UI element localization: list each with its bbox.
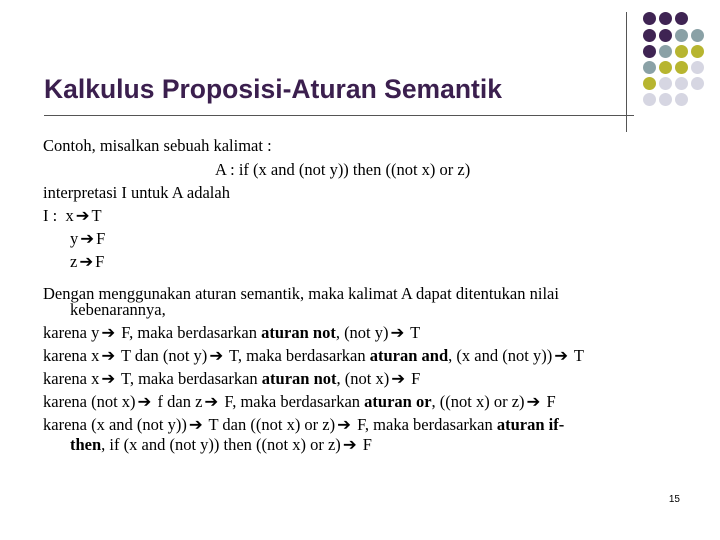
decor-dot — [691, 45, 704, 58]
step-result: F — [542, 392, 556, 411]
right-arrow-icon: ➔ — [80, 229, 95, 248]
interp-prefix: I : — [43, 206, 58, 225]
decor-dot — [691, 61, 704, 74]
step-text: T dan ((not x) or z) — [204, 415, 336, 434]
step-text: , (not x) — [336, 369, 390, 388]
step-text: karena y — [43, 323, 100, 342]
right-arrow-icon: ➔ — [209, 346, 224, 365]
rule-name: then — [70, 435, 102, 454]
decor-dot — [659, 29, 672, 42]
interp-line-y — [70, 229, 105, 249]
step-text: karena x — [43, 346, 100, 365]
right-arrow-icon: ➔ — [101, 346, 116, 365]
right-arrow-icon: ➔ — [101, 323, 116, 342]
step-result: F — [407, 369, 421, 388]
decor-dot — [659, 77, 672, 90]
decor-dot — [675, 29, 688, 42]
step-result: T — [570, 346, 584, 365]
step-text: , (not y) — [335, 323, 389, 342]
decor-dot — [675, 45, 688, 58]
decor-dot — [643, 12, 656, 25]
decor-dot — [643, 45, 656, 58]
interp-line-z — [70, 252, 104, 272]
step-text: T, maka berdasarkan — [225, 346, 370, 365]
decor-dot — [675, 61, 688, 74]
interp-y-var: y — [70, 229, 79, 248]
right-arrow-icon: ➔ — [137, 392, 152, 411]
decor-dot — [659, 93, 672, 106]
step-text: F, maka berdasarkan — [220, 392, 365, 411]
step-text: , ((not x) or z) — [431, 392, 525, 411]
rule-name: aturan and — [369, 346, 449, 365]
step-result: T — [406, 323, 421, 342]
decor-dot — [643, 93, 656, 106]
step-text: F, maka berdasarkan — [117, 323, 262, 342]
interp-z-val: F — [95, 252, 105, 271]
interp-x-val: T — [91, 206, 102, 225]
derivation-step-3 — [43, 369, 420, 389]
right-arrow-icon: ➔ — [342, 435, 357, 454]
derivation-intro-1: Dengan menggunakan aturan semantik, maka kalimat A dapat ditentukan nilai — [43, 284, 559, 303]
title-underline — [44, 115, 634, 116]
decor-dot — [675, 93, 688, 106]
step-text: karena x — [43, 369, 100, 388]
decor-dot — [659, 12, 672, 25]
example-sentence: A : if (x and (not y)) then ((not x) or z) — [215, 160, 471, 179]
right-arrow-icon: ➔ — [204, 392, 219, 411]
right-arrow-icon: ➔ — [554, 346, 569, 365]
step-text: F, maka berdasarkan — [352, 415, 497, 434]
rule-name: aturan not — [261, 369, 337, 388]
decor-dot — [643, 29, 656, 42]
decor-dot — [643, 77, 656, 90]
slide-title: Kalkulus Proposisi-Aturan Semantik — [44, 74, 502, 104]
derivation-step-2 — [43, 346, 584, 366]
derivation-step-5 — [43, 415, 564, 435]
step-text: , (x and (not y)) — [448, 346, 553, 365]
rule-name: aturan not — [261, 323, 336, 342]
decor-dot — [659, 61, 672, 74]
right-arrow-icon: ➔ — [391, 369, 406, 388]
interp-line-x — [43, 206, 102, 226]
derivation-intro-2: kebenarannya, — [70, 300, 166, 319]
rule-name: aturan or — [364, 392, 432, 411]
interp-x-var: x — [65, 206, 74, 225]
rule-name: aturan if- — [496, 415, 565, 434]
right-arrow-icon: ➔ — [390, 323, 405, 342]
interp-z-var: z — [70, 252, 78, 271]
step-text: karena (not x) — [43, 392, 136, 411]
step-result: F — [358, 435, 372, 454]
step-text: karena (x and (not y)) — [43, 415, 187, 434]
right-arrow-icon: ➔ — [337, 415, 351, 434]
right-arrow-icon: ➔ — [75, 206, 90, 225]
step-text: T dan (not y) — [117, 346, 208, 365]
right-arrow-icon: ➔ — [79, 252, 94, 271]
vertical-divider — [626, 12, 627, 132]
right-arrow-icon: ➔ — [101, 369, 116, 388]
decor-dot — [675, 77, 688, 90]
right-arrow-icon: ➔ — [526, 392, 541, 411]
derivation-step-4 — [43, 392, 556, 412]
interpretation-intro: interpretasi I untuk A adalah — [43, 183, 230, 202]
derivation-step-5-cont — [70, 435, 372, 455]
right-arrow-icon: ➔ — [188, 415, 203, 434]
decorative-dot-grid — [640, 12, 720, 107]
derivation-step-1 — [43, 323, 420, 343]
step-text: T, maka berdasarkan — [117, 369, 262, 388]
page-number: 15 — [668, 494, 680, 505]
decor-dot — [691, 77, 704, 90]
step-text: f dan z — [153, 392, 203, 411]
decor-dot — [675, 12, 688, 25]
interp-y-val: F — [96, 229, 106, 248]
decor-dot — [643, 61, 656, 74]
example-intro: Contoh, misalkan sebuah kalimat : — [43, 136, 272, 155]
decor-dot — [691, 29, 704, 42]
decor-dot — [659, 45, 672, 58]
step-text: , if (x and (not y)) then ((not x) or z) — [101, 435, 341, 454]
